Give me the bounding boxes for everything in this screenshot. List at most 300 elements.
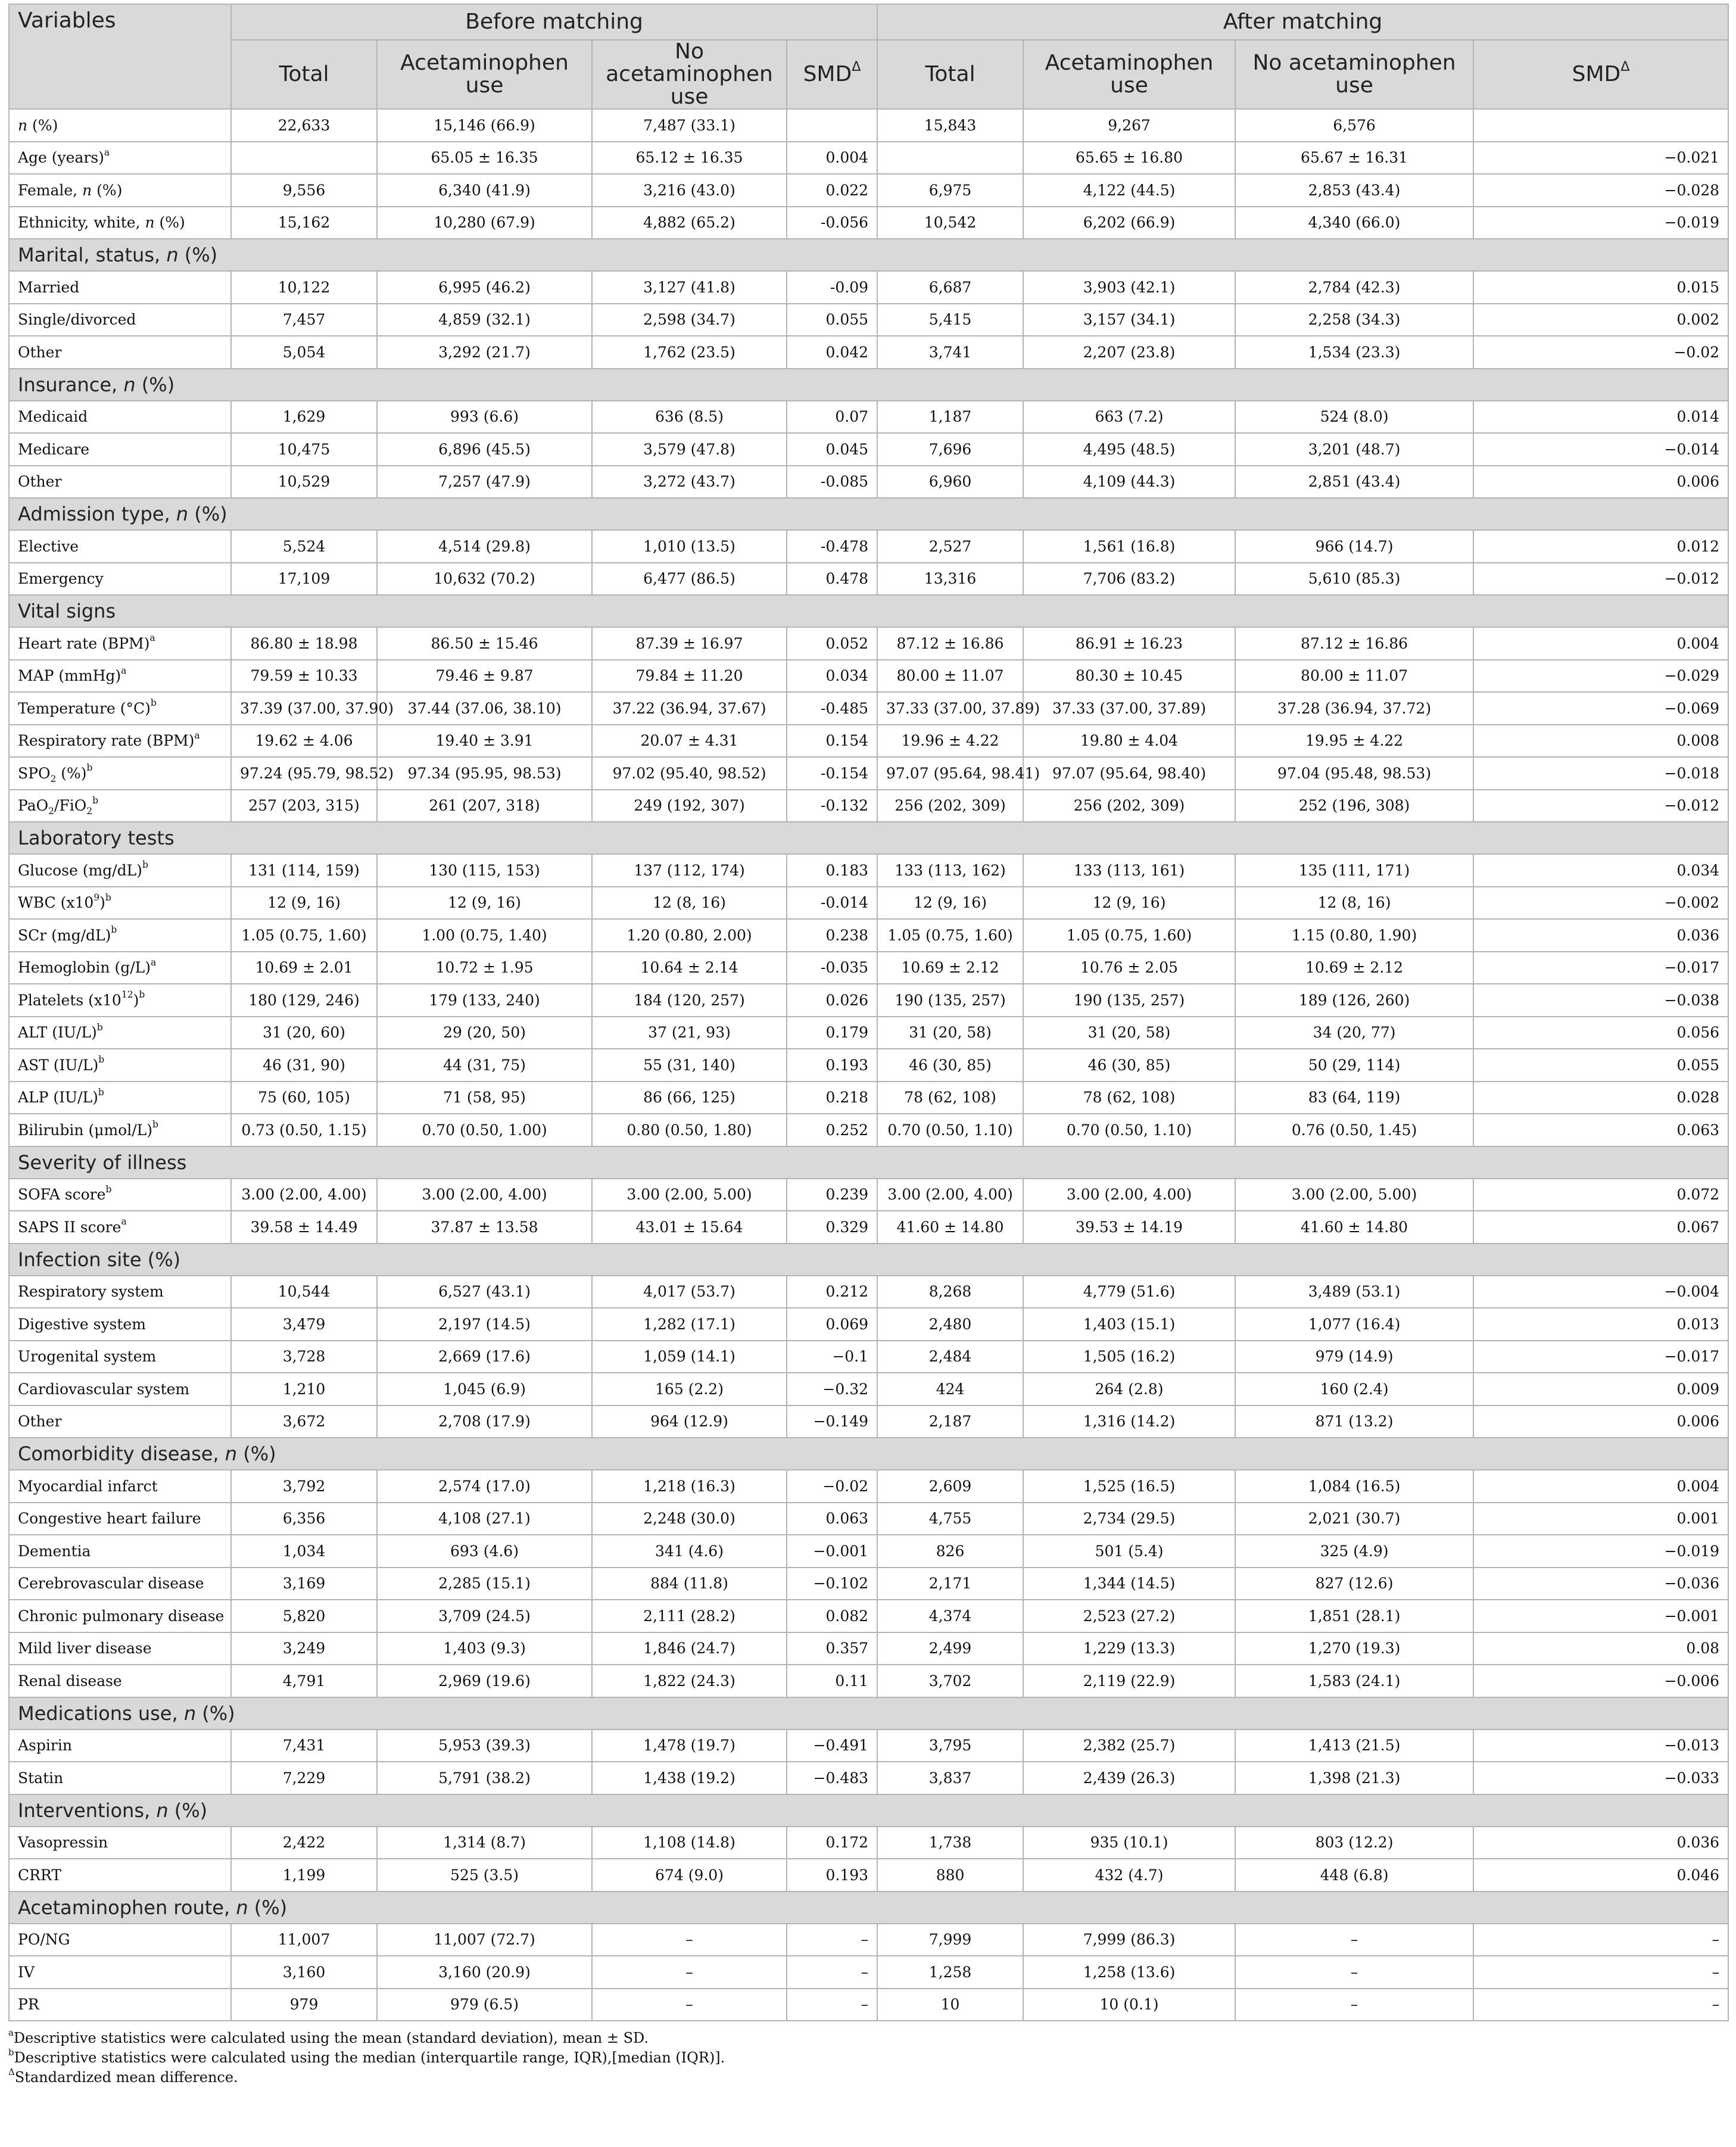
value-cell: 5,610 (85.3) xyxy=(1235,563,1473,596)
value-cell: 130 (115, 153) xyxy=(377,854,592,887)
value-cell: 1,403 (9.3) xyxy=(377,1632,592,1665)
value-cell: 3.00 (2.00, 5.00) xyxy=(592,1179,787,1211)
smd-cell: 0.004 xyxy=(1473,627,1728,660)
row-label: Other xyxy=(9,466,231,498)
smd-cell: 0.028 xyxy=(1473,1082,1728,1114)
value-cell: – xyxy=(1235,1989,1473,2021)
smd-cell: −0.02 xyxy=(787,1470,877,1503)
value-cell: 424 xyxy=(877,1373,1023,1406)
footnote-mark: a xyxy=(121,665,127,676)
value-cell: 3,169 xyxy=(231,1568,377,1600)
table-row xyxy=(9,271,1728,304)
value-cell: 2,021 (30.7) xyxy=(1235,1503,1473,1535)
value-cell: 1,108 (14.8) xyxy=(592,1827,787,1859)
value-cell: 2,784 (42.3) xyxy=(1235,271,1473,304)
smd-cell: -0.035 xyxy=(787,952,877,984)
value-cell: 1,561 (16.8) xyxy=(1023,530,1235,563)
table-row xyxy=(9,1082,1728,1114)
table-row xyxy=(9,919,1728,952)
value-cell: 2,111 (28.2) xyxy=(592,1600,787,1632)
table-row xyxy=(9,952,1728,984)
value-cell: 524 (8.0) xyxy=(1235,401,1473,434)
smd-cell: 0.238 xyxy=(787,919,877,952)
value-cell: 5,953 (39.3) xyxy=(377,1730,592,1762)
smd-cell: 0.042 xyxy=(787,336,877,369)
value-cell: 1,738 xyxy=(877,1827,1023,1859)
value-cell: 7,999 (86.3) xyxy=(1023,1924,1235,1956)
value-cell: 3,292 (21.7) xyxy=(377,336,592,369)
smd-cell: 0.004 xyxy=(787,142,877,174)
value-cell: 0.73 (0.50, 1.15) xyxy=(231,1114,377,1146)
row-label: SOFA score$^b$ xyxy=(9,1179,231,1211)
smd-cell: -0.056 xyxy=(787,207,877,239)
value-cell: 3,728 xyxy=(231,1341,377,1373)
value-cell: 341 (4.6) xyxy=(592,1535,787,1568)
value-cell: 4,755 xyxy=(877,1503,1023,1535)
value-cell: 4,514 (29.8) xyxy=(377,530,592,563)
value-cell: 19.96 ± 4.22 xyxy=(877,725,1023,758)
table-row xyxy=(9,109,1728,142)
value-cell: 979 (14.9) xyxy=(1235,1341,1473,1373)
footnote-mark: b xyxy=(142,859,148,871)
value-cell: 1,525 (16.5) xyxy=(1023,1470,1235,1503)
value-cell: 2,527 xyxy=(877,530,1023,563)
section-row xyxy=(9,1438,1728,1470)
table-row xyxy=(9,1989,1728,2021)
table-row xyxy=(9,1049,1728,1082)
value-cell: 65.65 ± 16.80 xyxy=(1023,142,1235,174)
value-cell: 884 (11.8) xyxy=(592,1568,787,1600)
table-row xyxy=(9,174,1728,207)
value-cell: 3,249 xyxy=(231,1632,377,1665)
value-cell: 10,475 xyxy=(231,433,377,466)
value-cell: 39.58 ± 14.49 xyxy=(231,1211,377,1244)
value-cell: 935 (10.1) xyxy=(1023,1827,1235,1859)
smd-cell: – xyxy=(787,1924,877,1956)
value-cell: 1.15 (0.80, 1.90) xyxy=(1235,919,1473,952)
smd-footnote-mark: Δ xyxy=(1620,58,1630,74)
row-label: Other xyxy=(9,1406,231,1438)
footnote-mark: a xyxy=(121,1216,127,1227)
smd-cell: 0.046 xyxy=(1473,1859,1728,1892)
value-cell: 432 (4.7) xyxy=(1023,1859,1235,1892)
value-cell: 80.00 ± 11.07 xyxy=(877,660,1023,693)
smd-cell: −0.491 xyxy=(787,1730,877,1762)
value-cell: 10,529 xyxy=(231,466,377,498)
value-cell: 12 (8, 16) xyxy=(592,887,787,920)
value-cell: 4,122 (44.5) xyxy=(1023,174,1235,207)
value-cell: 135 (111, 171) xyxy=(1235,854,1473,887)
value-cell: 0.76 (0.50, 1.45) xyxy=(1235,1114,1473,1146)
value-cell: 6,576 xyxy=(1235,109,1473,142)
footnote-mark: b xyxy=(105,1183,112,1195)
footnote-mark: b xyxy=(86,762,93,774)
n-symbol: n xyxy=(145,214,155,232)
value-cell: 2,853 (43.4) xyxy=(1235,174,1473,207)
value-cell: 34 (20, 77) xyxy=(1235,1017,1473,1049)
table-row xyxy=(9,1179,1728,1211)
table-row xyxy=(9,725,1728,758)
value-cell: 1,478 (19.7) xyxy=(592,1730,787,1762)
value-cell: 880 xyxy=(877,1859,1023,1892)
smd-cell: 0.013 xyxy=(1473,1308,1728,1341)
value-cell: 97.24 (95.79, 98.52) xyxy=(231,757,377,790)
value-cell: 12 (9, 16) xyxy=(231,887,377,920)
value-cell: 4,859 (32.1) xyxy=(377,304,592,336)
value-cell: 80.00 ± 11.07 xyxy=(1235,660,1473,693)
table-row xyxy=(9,433,1728,466)
smd-footnote-mark: Δ xyxy=(852,58,861,74)
value-cell: 46 (30, 85) xyxy=(877,1049,1023,1082)
footnote xyxy=(8,2068,1728,2087)
value-cell: 7,706 (83.2) xyxy=(1023,563,1235,596)
table-row xyxy=(9,1535,1728,1568)
table-row xyxy=(9,1503,1728,1535)
value-cell: 9,556 xyxy=(231,174,377,207)
smd-cell: 0.183 xyxy=(787,854,877,887)
value-cell: 2,422 xyxy=(231,1827,377,1859)
value-cell: 3,792 xyxy=(231,1470,377,1503)
section-title: Comorbidity disease, n (%) xyxy=(9,1438,1728,1470)
value-cell: 803 (12.2) xyxy=(1235,1827,1473,1859)
value-cell: 86.80 ± 18.98 xyxy=(231,627,377,660)
smd-cell: 0.179 xyxy=(787,1017,877,1049)
value-cell: 1,583 (24.1) xyxy=(1235,1665,1473,1697)
smd-cell: 0.006 xyxy=(1473,1406,1728,1438)
smd-cell: – xyxy=(1473,1924,1728,1956)
value-cell: 663 (7.2) xyxy=(1023,401,1235,434)
row-label: Platelets $(x10^{12})^b$ xyxy=(9,984,231,1017)
smd-cell: −0.033 xyxy=(1473,1762,1728,1794)
value-cell: 37.33 (37.00, 37.89) xyxy=(1023,692,1235,725)
value-cell: 15,146 (66.9) xyxy=(377,109,592,142)
section-title: Insurance, n (%) xyxy=(9,369,1728,401)
smd-cell: 0.082 xyxy=(787,1600,877,1632)
table-row xyxy=(9,304,1728,336)
value-cell: 15,162 xyxy=(231,207,377,239)
table-row xyxy=(9,1859,1728,1892)
value-cell: 0.70 (0.50, 1.10) xyxy=(877,1114,1023,1146)
value-cell: 190 (135, 257) xyxy=(877,984,1023,1017)
section-row xyxy=(9,822,1728,854)
smd-cell: −0.029 xyxy=(1473,660,1728,693)
value-cell: 1,077 (16.4) xyxy=(1235,1308,1473,1341)
row-label: Temperature $(^\circ C)^b$ xyxy=(9,692,231,725)
section-title: Infection site (%) xyxy=(9,1244,1728,1276)
row-label: Dementia xyxy=(9,1535,231,1568)
row-label: Emergency xyxy=(9,563,231,596)
row-label: CRRT xyxy=(9,1859,231,1892)
footnote-mark: b xyxy=(92,794,99,806)
table-row xyxy=(9,1827,1728,1859)
value-cell: 4,374 xyxy=(877,1600,1023,1632)
value-cell: 7,257 (47.9) xyxy=(377,466,592,498)
row-label: Chronic pulmonary disease xyxy=(9,1600,231,1632)
value-cell: 8,268 xyxy=(877,1276,1023,1308)
value-cell: 2,734 (29.5) xyxy=(1023,1503,1235,1535)
footnote xyxy=(8,2048,1728,2068)
value-cell: 65.05 ± 16.35 xyxy=(377,142,592,174)
row-label: Medicare xyxy=(9,433,231,466)
value-cell: 4,109 (44.3) xyxy=(1023,466,1235,498)
value-cell: 3,479 xyxy=(231,1308,377,1341)
table-row xyxy=(9,401,1728,434)
smd-cell: 0.172 xyxy=(787,1827,877,1859)
table-container xyxy=(8,4,1728,2087)
n-symbol: n xyxy=(183,1702,197,1725)
value-cell: 37 (21, 93) xyxy=(592,1017,787,1049)
table-row xyxy=(9,1276,1728,1308)
smd-cell: −0.004 xyxy=(1473,1276,1728,1308)
smd-cell: −0.012 xyxy=(1473,563,1728,596)
value-cell: 525 (3.5) xyxy=(377,1859,592,1892)
value-cell: 37.28 (36.94, 37.72) xyxy=(1235,692,1473,725)
value-cell: 3,160 (20.9) xyxy=(377,1956,592,1989)
smd-cell: −0.001 xyxy=(1473,1600,1728,1632)
footnote-mark: b xyxy=(98,1054,105,1065)
value-cell: 20.07 ± 4.31 xyxy=(592,725,787,758)
row-label: PO/NG xyxy=(9,1924,231,1956)
section-row xyxy=(9,369,1728,401)
value-cell: 325 (4.9) xyxy=(1235,1535,1473,1568)
row-label: Heart rate (BPM)$^a$ xyxy=(9,627,231,660)
footnote-mark: b xyxy=(8,2047,14,2058)
smd-cell: −0.02 xyxy=(1473,336,1728,369)
value-cell: 7,696 xyxy=(877,433,1023,466)
smd-cell: 0.212 xyxy=(787,1276,877,1308)
row-label: Hemoglobin $(g/L)^a$ xyxy=(9,952,231,984)
smd-cell: 0.036 xyxy=(1473,919,1728,952)
value-cell: 3,709 (24.5) xyxy=(377,1600,592,1632)
table-row xyxy=(9,854,1728,887)
value-cell: 1.00 (0.75, 1.40) xyxy=(377,919,592,952)
value-cell: 160 (2.4) xyxy=(1235,1373,1473,1406)
table-row xyxy=(9,1341,1728,1373)
value-cell: 83 (64, 119) xyxy=(1235,1082,1473,1114)
value-cell: 10,280 (67.9) xyxy=(377,207,592,239)
row-label: n (%) xyxy=(9,109,231,142)
value-cell: 0.70 (0.50, 1.00) xyxy=(377,1114,592,1146)
row-label: PR xyxy=(9,1989,231,2021)
column-header: No acetaminophen use xyxy=(1235,40,1473,109)
value-cell: 1,034 xyxy=(231,1535,377,1568)
value-cell: 80.30 ± 10.45 xyxy=(1023,660,1235,693)
value-cell: 7,229 xyxy=(231,1762,377,1794)
value-cell: 2,248 (30.0) xyxy=(592,1503,787,1535)
footnotes xyxy=(8,2028,1728,2087)
smd-cell: 0.055 xyxy=(787,304,877,336)
smd-cell: 0.004 xyxy=(1473,1470,1728,1503)
table-row xyxy=(9,1600,1728,1632)
value-cell: – xyxy=(1235,1924,1473,1956)
value-cell: 6,960 xyxy=(877,466,1023,498)
smd-cell: −0.038 xyxy=(1473,984,1728,1017)
value-cell: 79.84 ± 11.20 xyxy=(592,660,787,693)
value-cell: 37.39 (37.00, 37.90) xyxy=(231,692,377,725)
value-cell: 3,672 xyxy=(231,1406,377,1438)
value-cell: 2,197 (14.5) xyxy=(377,1308,592,1341)
value-cell xyxy=(877,142,1023,174)
value-cell: 31 (20, 58) xyxy=(1023,1017,1235,1049)
row-label: Single/divorced xyxy=(9,304,231,336)
value-cell: 10,542 xyxy=(877,207,1023,239)
value-cell: 180 (129, 246) xyxy=(231,984,377,1017)
value-cell: 97.07 (95.64, 98.41) xyxy=(877,757,1023,790)
value-cell: 133 (113, 161) xyxy=(1023,854,1235,887)
smd-cell: 0.022 xyxy=(787,174,877,207)
footnote-mark: b xyxy=(105,892,111,903)
value-cell: 4,340 (66.0) xyxy=(1235,207,1473,239)
row-label: Cardiovascular system xyxy=(9,1373,231,1406)
column-header: Total xyxy=(231,40,377,109)
value-cell: 7,457 xyxy=(231,304,377,336)
value-cell: 3.00 (2.00, 4.00) xyxy=(877,1179,1023,1211)
table-row xyxy=(9,1568,1728,1600)
smd-cell xyxy=(787,109,877,142)
value-cell: 1,403 (15.1) xyxy=(1023,1308,1235,1341)
table-row xyxy=(9,1308,1728,1341)
row-label: MAP (mmHg)$^a$ xyxy=(9,660,231,693)
smd-cell: 0.009 xyxy=(1473,1373,1728,1406)
value-cell: 2,523 (27.2) xyxy=(1023,1600,1235,1632)
row-label: SCr $(mg/dL)^b$ xyxy=(9,919,231,952)
smd-cell: 0.08 xyxy=(1473,1632,1728,1665)
smd-cell: -0.132 xyxy=(787,790,877,822)
section-title: Acetaminophen route, n (%) xyxy=(9,1892,1728,1924)
value-cell: 2,382 (25.7) xyxy=(1023,1730,1235,1762)
smd-cell: 0.069 xyxy=(787,1308,877,1341)
value-cell: 1,846 (24.7) xyxy=(592,1632,787,1665)
value-cell: 11,007 xyxy=(231,1924,377,1956)
smd-cell: 0.072 xyxy=(1473,1179,1728,1211)
subscript: 2 xyxy=(86,806,93,817)
value-cell: 6,356 xyxy=(231,1503,377,1535)
smd-cell: 0.357 xyxy=(787,1632,877,1665)
table-row xyxy=(9,336,1728,369)
footnote xyxy=(8,2028,1728,2048)
value-cell: 1,629 xyxy=(231,401,377,434)
value-cell: 2,969 (19.6) xyxy=(377,1665,592,1697)
smd-cell: -0.154 xyxy=(787,757,877,790)
value-cell: 4,779 (51.6) xyxy=(1023,1276,1235,1308)
value-cell: 44 (31, 75) xyxy=(377,1049,592,1082)
subscript: 2 xyxy=(48,806,54,817)
section-row xyxy=(9,239,1728,271)
value-cell: 4,108 (27.1) xyxy=(377,1503,592,1535)
value-cell: 97.34 (95.95, 98.53) xyxy=(377,757,592,790)
value-cell: 6,687 xyxy=(877,271,1023,304)
value-cell: 3.00 (2.00, 4.00) xyxy=(231,1179,377,1211)
value-cell: 1,210 xyxy=(231,1373,377,1406)
smd-cell: −0.102 xyxy=(787,1568,877,1600)
value-cell: – xyxy=(592,1924,787,1956)
value-cell: 46 (30, 85) xyxy=(1023,1049,1235,1082)
value-cell: 10.69 ± 2.01 xyxy=(231,952,377,984)
value-cell: 190 (135, 257) xyxy=(1023,984,1235,1017)
smd-cell: 0.056 xyxy=(1473,1017,1728,1049)
smd-cell: – xyxy=(787,1989,877,2021)
value-cell: 6,477 (86.5) xyxy=(592,563,787,596)
value-cell: 2,574 (17.0) xyxy=(377,1470,592,1503)
footnote-mark: b xyxy=(98,1086,104,1098)
value-cell: 1.20 (0.80, 2.00) xyxy=(592,919,787,952)
table-row xyxy=(9,530,1728,563)
value-cell: 1,438 (19.2) xyxy=(592,1762,787,1794)
table-row xyxy=(9,563,1728,596)
smd-cell: 0.193 xyxy=(787,1049,877,1082)
smd-cell: −0.001 xyxy=(787,1535,877,1568)
value-cell: 31 (20, 60) xyxy=(231,1017,377,1049)
smd-cell: 0.014 xyxy=(1473,401,1728,434)
value-cell: 1,229 (13.3) xyxy=(1023,1632,1235,1665)
row-label: Married xyxy=(9,271,231,304)
row-label: ALP $(IU/L)^b$ xyxy=(9,1082,231,1114)
footnote-mark: Δ xyxy=(8,2067,15,2078)
smd-cell: 0.001 xyxy=(1473,1503,1728,1535)
value-cell: 79.59 ± 10.33 xyxy=(231,660,377,693)
value-cell: 2,499 xyxy=(877,1632,1023,1665)
value-cell: 1.05 (0.75, 1.60) xyxy=(877,919,1023,952)
value-cell: 97.07 (95.64, 98.40) xyxy=(1023,757,1235,790)
value-cell: 86 (66, 125) xyxy=(592,1082,787,1114)
value-cell: 65.67 ± 16.31 xyxy=(1235,142,1473,174)
section-title: Vital signs xyxy=(9,595,1728,627)
table-row xyxy=(9,660,1728,693)
value-cell: 979 xyxy=(231,1989,377,2021)
table-row xyxy=(9,1924,1728,1956)
value-cell: 1,314 (8.7) xyxy=(377,1827,592,1859)
value-cell: 0.80 (0.50, 1.80) xyxy=(592,1114,787,1146)
subscript: 2 xyxy=(50,773,57,784)
section-row xyxy=(9,1794,1728,1827)
value-cell: 2,851 (43.4) xyxy=(1235,466,1473,498)
value-cell: 1,851 (28.1) xyxy=(1235,1600,1473,1632)
value-cell: 97.02 (95.40, 98.52) xyxy=(592,757,787,790)
section-row xyxy=(9,1697,1728,1730)
value-cell: 7,487 (33.1) xyxy=(592,109,787,142)
table-row xyxy=(9,1665,1728,1697)
value-cell: 257 (203, 315) xyxy=(231,790,377,822)
value-cell: 87.39 ± 16.97 xyxy=(592,627,787,660)
value-cell: 4,495 (48.5) xyxy=(1023,433,1235,466)
smd-cell: −0.006 xyxy=(1473,1665,1728,1697)
table-row xyxy=(9,757,1728,790)
section-row xyxy=(9,1892,1728,1924)
footnote-text: Descriptive statistics were calculated using the median (interquartile range, IQR),[median (IQR)]. xyxy=(14,2049,725,2066)
smd-cell: 0.239 xyxy=(787,1179,877,1211)
value-cell: 2,439 (26.3) xyxy=(1023,1762,1235,1794)
n-symbol: n xyxy=(225,1442,238,1465)
smd-cell: 0.063 xyxy=(1473,1114,1728,1146)
smd-cell: – xyxy=(1473,1956,1728,1989)
value-cell: 674 (9.0) xyxy=(592,1859,787,1892)
value-cell: 6,527 (43.1) xyxy=(377,1276,592,1308)
smd-cell: -0.085 xyxy=(787,466,877,498)
value-cell: 1,534 (23.3) xyxy=(1235,336,1473,369)
value-cell: 1,199 xyxy=(231,1859,377,1892)
smd-cell: 0.329 xyxy=(787,1211,877,1244)
value-cell: 179 (133, 240) xyxy=(377,984,592,1017)
value-cell: 826 xyxy=(877,1535,1023,1568)
row-label: Respiratory system xyxy=(9,1276,231,1308)
row-label: Renal disease xyxy=(9,1665,231,1697)
value-cell: 37.33 (37.00, 37.89) xyxy=(877,692,1023,725)
row-label: Myocardial infarct xyxy=(9,1470,231,1503)
table-row xyxy=(9,887,1728,920)
value-cell: 256 (202, 309) xyxy=(1023,790,1235,822)
value-cell: 78 (62, 108) xyxy=(1023,1082,1235,1114)
section-row xyxy=(9,595,1728,627)
